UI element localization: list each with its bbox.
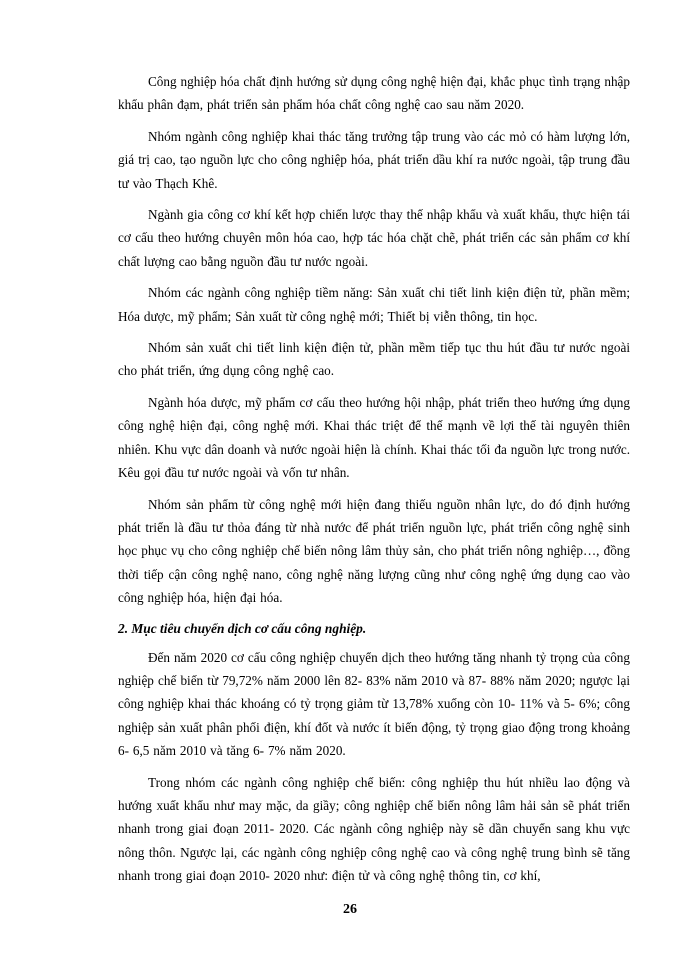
paragraph-electronics-software: Nhóm sản xuất chi tiết linh kiện điện tử, phần mềm tiếp tục thu hút đầu tư nước ngoài cho phát triển, ứng dụng công nghệ cao. [118,340,630,379]
paragraph-restructuring-targets: Đến năm 2020 cơ cấu công nghiệp chuyển dịch theo hướng tăng nhanh tỷ trọng của công nghiệp chế biến từ 79,72% năm 2000 lên 82- 83% năm 2010 và 87- 88% năm 2020; ngược lại công nghiệp khai thác khoáng có tỷ trọng giảm từ 13,78% xuống còn 10- 11% và 5- 6%; công nghiệp sản xuất phân phối điện, khí đốt và nước ít biến động, tỷ trọng giao động trong khoảng 6- 6,5 năm 2010 và tăng 6- 7% năm 2020. [118,649,630,759]
paragraph-mechanical-industry: Ngành gia công cơ khí kết hợp chiến lược thay thế nhập khẩu và xuất khẩu, thực hiện tái cơ cấu theo hướng chuyên môn hóa cao, hợp tác hóa chặt chẽ, phát triển các sản phẩm cơ khí chất lượng cao bằng nguồn đầu tư nước ngoài. [118,207,630,269]
page-body [118,70,630,896]
paragraph-mining-industry: Nhóm ngành công nghiệp khai thác tăng trưởng tập trung vào các mỏ có hàm lượng lớn, giá trị cao, tạo nguồn lực cho công nghiệp hóa, phát triển dầu khí ra nước ngoài, tập trung đầu tư vào Thạch Khê. [118,128,630,191]
paragraph-potential-industries: Nhóm các ngành công nghiệp tiềm năng: Sản xuất chi tiết linh kiện điện tử, phần mềm; Hóa dược, mỹ phẩm; Sản xuất từ công nghệ mới; Thiết bị viễn thông, tin học. [118,285,630,324]
page-number: 26 [343,902,357,917]
paragraph-processing-industries: Trong nhóm các ngành công nghiệp chế biến: công nghiệp thu hút nhiều lao động và hướng xuất khẩu như may mặc, da giầy; công nghiệp chế biến nông lâm hải sản sẽ phát triển nhanh trong giai đoạn 2011- 2020. Các ngành công nghiệp này sẽ dần chuyển sang khu vực nông thôn. Ngược lại, các ngành công nghiệp công nghệ cao và công nghệ trung bình sẽ tăng nhanh trong giai đoạn 2010- 2020 như: điện tử và công nghệ thông tin, cơ khí, [118,774,630,884]
paragraph-pharma-cosmetics: Ngành hóa dược, mỹ phẩm cơ cấu theo hướng hội nhập, phát triển theo hướng ứng dụng công nghệ hiện đại, công nghệ mới. Khai thác triệt để thế mạnh về lợi thế tài nguyên thiên nhiên. Khu vực dân doanh và nước ngoài hiện là chính. Khai thác tối đa nguồn lực trong nước. Kêu gọi đầu tư nước ngoài và vốn tư nhân. [118,394,630,481]
paragraph-chemical-industry: Công nghiệp hóa chất định hướng sử dụng công nghệ hiện đại, khắc phục tình trạng nhập khẩu phân đạm, phát triển sản phẩm hóa chất công nghệ cao sau năm 2020. [118,74,630,113]
section-heading: 2. Mục tiêu chuyển dịch cơ cấu công nghiệp. [118,620,367,636]
paragraph-new-technology: Nhóm sản phẩm từ công nghệ mới hiện đang thiếu nguồn nhân lực, do đó định hướng phát triển là đầu tư thỏa đáng từ nhà nước để phát triển nguồn lực, phát triển công nghệ sinh học phục vụ cho công nghiệp chế biến nông lâm thủy sản, cho phát triển nông nghiệp…, đồng thời tiếp cận công nghệ nano, công nghệ năng lượng cũng như công nghệ ứng dụng cao vào công nghiệp hóa, hiện đại hóa. [118,496,630,606]
